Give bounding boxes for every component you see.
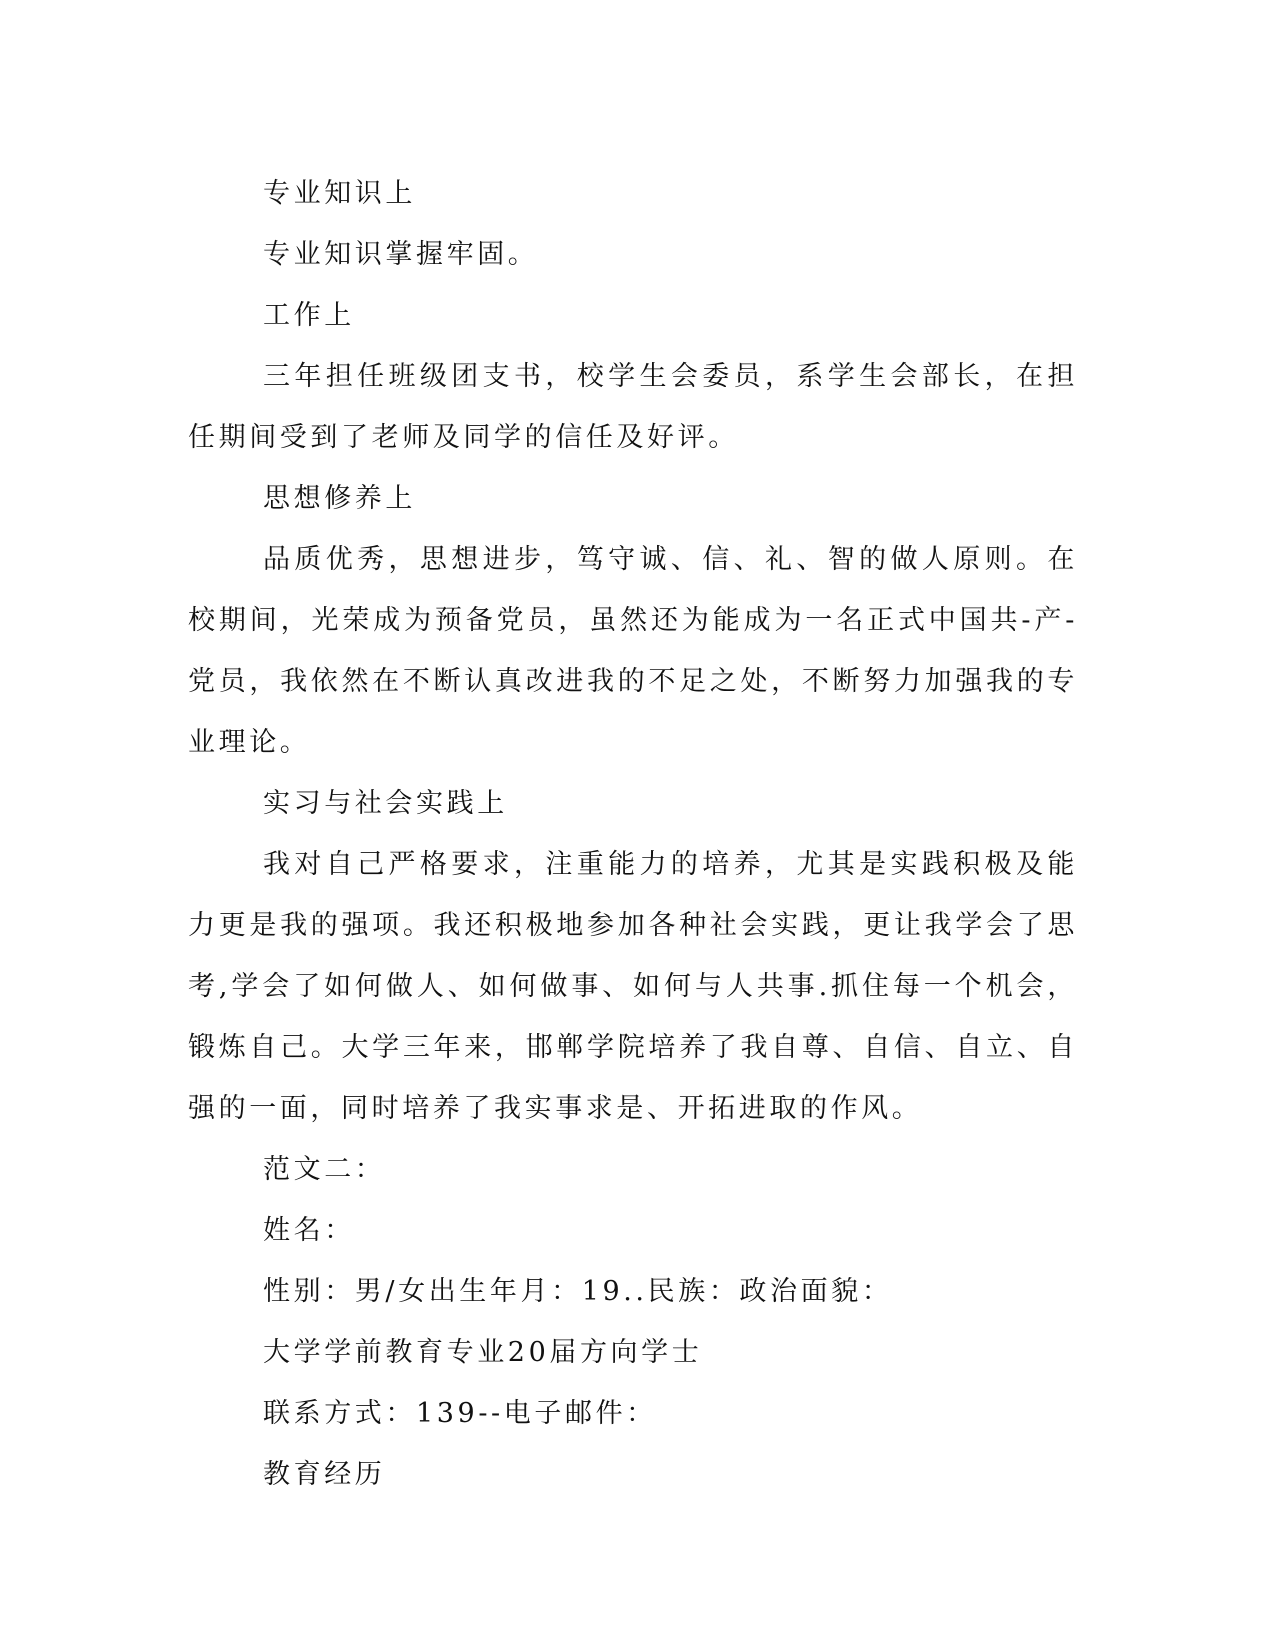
heading-sample-two: 范文二： [263, 1154, 386, 1185]
paragraph-ideology: 品质优秀，思想进步，笃守诚、信、礼、智的做人原则。在校期间，光荣成为预备党员，虽然还为能成为一名正式中国共-产-党员，我依然在不断认真改进我的不足之处，不断努力加强我的专业理论。 [188, 544, 1078, 758]
paragraph-professional-knowledge: 专业知识掌握牢固。 [263, 239, 539, 270]
paragraph-work: 三年担任班级团支书，校学生会委员，系学生会部长，在担任期间受到了老师及同学的信任及好评。 [188, 361, 1078, 453]
field-university-major: 大学学前教育专业20届方向学士 [263, 1337, 703, 1368]
document-body [188, 163, 1078, 1505]
field-contact: 联系方式：139--电子邮件： [263, 1398, 657, 1429]
heading-education: 教育经历 [263, 1459, 386, 1490]
heading-ideology: 思想修养上 [263, 483, 416, 514]
field-name: 姓名： [263, 1215, 355, 1246]
paragraph-internship-practice: 我对自己严格要求，注重能力的培养，尤其是实践积极及能力更是我的强项。我还积极地参加各种社会实践，更让我学会了思考,学会了如何做人、如何做事、如何与人共事.抓住每一个机会，锻炼自己。大学三年来，邯郸学院培养了我自尊、自信、自立、自强的一面，同时培养了我实事求是、开拓进取的作风。 [188, 849, 1078, 1124]
field-gender-birth-ethnicity-politics: 性别：男/女出生年月：19..民族：政治面貌： [263, 1276, 893, 1307]
heading-internship-practice: 实习与社会实践上 [263, 788, 508, 819]
heading-professional-knowledge: 专业知识上 [263, 178, 416, 209]
heading-work: 工作上 [263, 300, 355, 331]
